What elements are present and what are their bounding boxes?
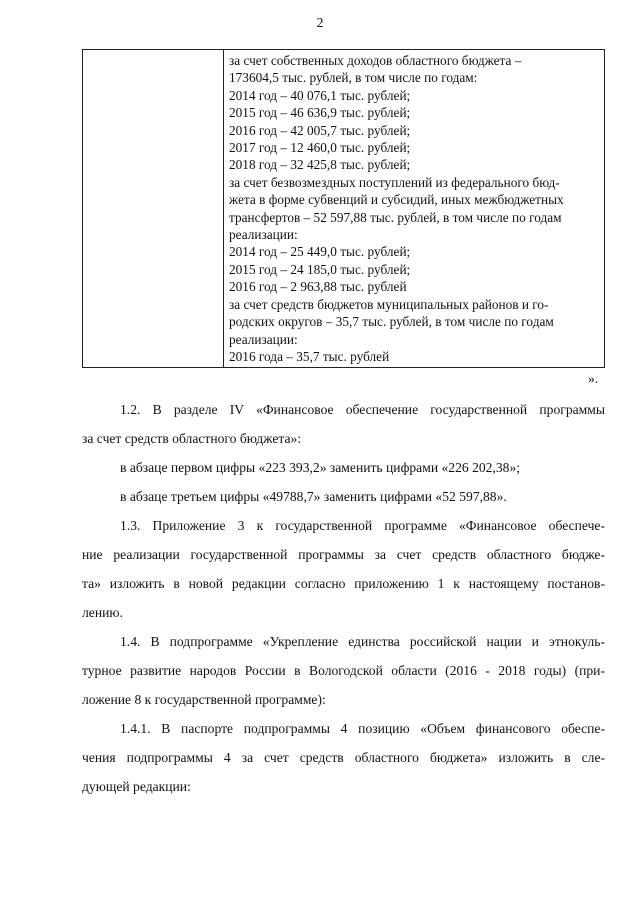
table-line: 2016 года – 35,7 тыс. рублей xyxy=(229,348,390,364)
table-cell-financing-volume xyxy=(224,50,605,368)
paragraph-line: в абзаце первом цифры «223 393,2» заменить цифрами «226 202,38»; xyxy=(120,460,521,475)
table-line: за счет собственных доходов областного бюджета – xyxy=(229,53,522,68)
table-line: 2016 год – 42 005,7 тыс. рублей; xyxy=(229,122,411,138)
paragraph-line: за счет средств областного бюджета»: xyxy=(82,431,302,446)
closing-quote: ». xyxy=(588,371,599,386)
table-line: 173604,5 тыс. рублей, в том числе по годам: xyxy=(229,70,478,86)
table-line: трансфертов – 52 597,88 тыс. рублей, в том числе по годам xyxy=(229,209,562,225)
paragraph-line: турное развитие народов России в Вологодской области (2016 - 2018 годы) (при- xyxy=(82,663,605,678)
paragraph-1-4-1 xyxy=(82,714,605,801)
paragraph-line: та» изложить в новой редакции согласно приложению 1 к настоящему постанов- xyxy=(82,576,605,591)
table-line: родских округов – 35,7 тыс. рублей, в том числе по годам xyxy=(229,314,554,330)
table-line: 2014 год – 40 076,1 тыс. рублей; xyxy=(229,87,411,103)
paragraph-line: 1.4. В подпрограмме «Укрепление единства российской нации и этнокуль- xyxy=(120,634,605,649)
paragraph-line: в абзаце третьем цифры «49788,7» заменить цифрами «52 597,88». xyxy=(120,489,507,504)
table-line: 2015 год – 24 185,0 тыс. рублей; xyxy=(229,261,411,277)
table-line: за счет безвозмездных поступлений из федерального бюд- xyxy=(229,174,560,190)
table-line: жета в форме субвенций и субсидий, иных межбюджетных xyxy=(229,192,564,208)
table-line: реализации: xyxy=(229,227,298,243)
paragraph-1-2-third-abzac xyxy=(82,482,605,511)
paragraph-1-2 xyxy=(82,395,605,453)
financing-table xyxy=(82,49,605,368)
page-number: 2 xyxy=(316,16,324,31)
paragraph-1-4 xyxy=(82,627,605,714)
table-line: 2016 год – 2 963,88 тыс. рублей xyxy=(229,279,407,295)
table-line: за счет средств бюджетов муниципальных районов и го- xyxy=(229,296,549,312)
paragraph-line: 1.2. В разделе IV «Финансовое обеспечение государственной программы xyxy=(120,402,605,417)
paragraph-line: 1.3. Приложение 3 к государственной программе «Финансовое обеспече- xyxy=(120,518,605,533)
table-row xyxy=(83,50,605,368)
table-line: 2014 год – 25 449,0 тыс. рублей; xyxy=(229,244,411,260)
table-line: 2018 год – 32 425,8 тыс. рублей; xyxy=(229,157,411,173)
paragraph-line: ние реализации государственной программы за счет средств областного бюдже- xyxy=(82,547,605,562)
paragraph-line: чения подпрограммы 4 за счет средств областного бюджета» изложить в сле- xyxy=(82,750,605,765)
table-line: 2015 год – 46 636,9 тыс. рублей; xyxy=(229,105,411,121)
table-line: 2017 год – 12 460,0 тыс. рублей; xyxy=(229,140,411,156)
table-line: реализации: xyxy=(229,331,298,347)
paragraph-line: лению. xyxy=(82,605,123,620)
paragraph-line: 1.4.1. В паспорте подпрограммы 4 позицию «Объем финансового обеспе- xyxy=(120,721,605,736)
paragraph-1-2-first-abzac xyxy=(82,453,605,482)
paragraph-line: дующей редакции: xyxy=(82,779,191,794)
table-cell-position-name xyxy=(83,50,224,368)
paragraph-1-3 xyxy=(82,511,605,627)
paragraph-line: ложение 8 к государственной программе): xyxy=(82,692,326,707)
